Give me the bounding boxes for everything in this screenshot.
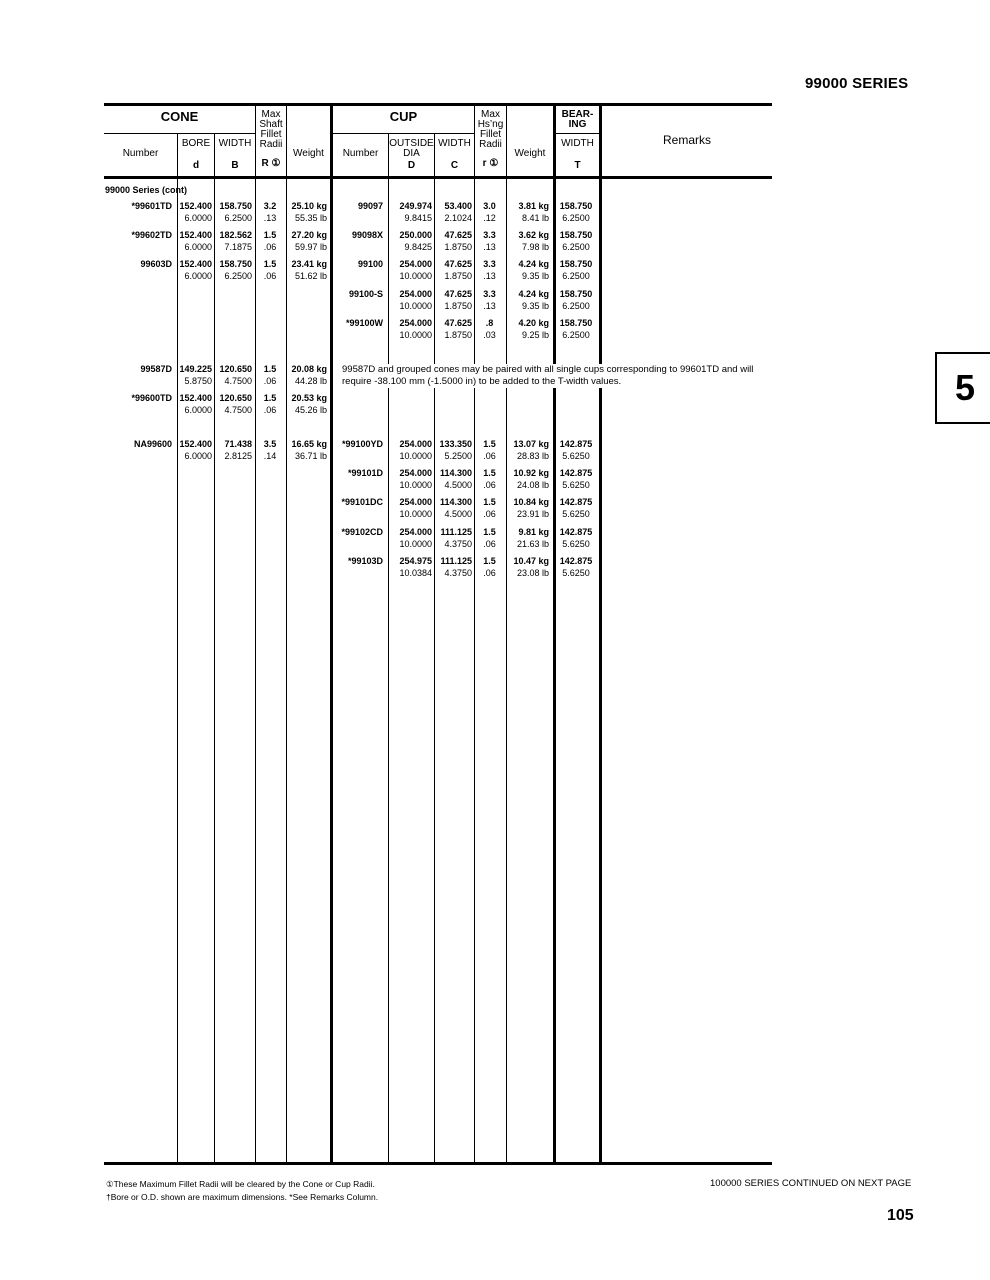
cup-r-imperial: .06 — [483, 539, 496, 549]
cone-bore-metric: 152.400 — [179, 439, 212, 449]
cone-r-imperial: .06 — [263, 271, 277, 281]
bearing-header-rule — [555, 133, 600, 134]
cup-wt-metric: 9.81 kg — [518, 527, 549, 537]
cup-r-metric: 1.5 — [483, 468, 496, 478]
cup-od-imperial: 10.0384 — [399, 568, 432, 578]
cup-r-metric: 3.3 — [483, 259, 496, 269]
cone-r-metric: 3.2 — [263, 201, 277, 211]
cup-number: 99098X — [351, 230, 383, 240]
cone-number: *99601TD — [131, 201, 172, 211]
cone-number: *99602TD — [131, 230, 172, 240]
cup-od-imperial: 10.0000 — [399, 301, 432, 311]
cup-od-metric: 254.000 — [399, 468, 432, 478]
cup-number: 99097 — [357, 201, 383, 211]
cup-width-metric: 114.300 — [439, 468, 472, 478]
cone-wt-metric: 23.41 kg — [291, 259, 327, 269]
cup-number-heading: Number — [342, 148, 379, 159]
cup-wt-metric: 4.24 kg — [518, 259, 549, 269]
cup-wt-imperial: 9.35 lb — [521, 271, 549, 281]
col-divider-cup-number — [388, 133, 389, 1163]
cup-width-imperial: 4.3750 — [444, 568, 472, 578]
cup-t-imperial: 6.2500 — [562, 242, 590, 252]
cup-width-imperial: 1.8750 — [444, 242, 472, 252]
cone-r-imperial: .06 — [263, 242, 277, 252]
cone-wt-imperial: 36.71 lb — [294, 451, 327, 461]
hsng-radius-symbol: r ① — [482, 158, 499, 169]
cup-r-metric: 1.5 — [483, 497, 496, 507]
bearing-width-symbol: T — [574, 160, 581, 171]
cup-number: *99101DC — [341, 497, 383, 507]
cup-r-metric: 1.5 — [483, 439, 496, 449]
page-number: 105 — [887, 1207, 914, 1224]
continued-note: 100000 SERIES CONTINUED ON NEXT PAGE — [710, 1178, 912, 1189]
cup-width-imperial: 5.2500 — [444, 451, 472, 461]
cone-bore-imperial: 6.0000 — [184, 213, 212, 223]
cone-width-heading: WIDTH — [218, 138, 252, 149]
cup-wt-metric: 3.81 kg — [518, 201, 549, 211]
cone-width-imperial: 2.8125 — [224, 451, 252, 461]
cone-bore-imperial: 6.0000 — [184, 451, 212, 461]
cup-r-imperial: .03 — [483, 330, 496, 340]
cup-wt-metric: 10.47 kg — [513, 556, 549, 566]
cone-wt-metric: 20.53 kg — [291, 393, 327, 403]
cup-r-imperial: .06 — [483, 568, 496, 578]
col-divider-remarks — [599, 106, 602, 1163]
bore-symbol: d — [192, 160, 200, 171]
cup-od-metric: 254.000 — [399, 289, 432, 299]
cup-t-imperial: 5.6250 — [562, 568, 590, 578]
shaft-radius-symbol: R ① — [261, 158, 281, 169]
cup-width-imperial: 1.8750 — [444, 301, 472, 311]
cone-r-metric: 1.5 — [263, 393, 277, 403]
cup-od-imperial: 9.8415 — [404, 213, 432, 223]
cone-bore-metric: 152.400 — [179, 393, 212, 403]
cup-width-imperial: 4.5000 — [444, 480, 472, 490]
cup-od-metric: 254.000 — [399, 259, 432, 269]
cup-t-metric: 158.750 — [559, 289, 593, 299]
cup-t-imperial: 5.6250 — [562, 480, 590, 490]
cup-width-imperial: 1.8750 — [444, 330, 472, 340]
cup-od-imperial: 10.0000 — [399, 480, 432, 490]
remark-text: 99587D and grouped cones may be paired with all single cups corresponding to 99601TD and will require -38.100 mm (-1.5000 in) to be added to the T-width values. — [342, 364, 776, 388]
cup-width-metric: 133.350 — [439, 439, 472, 449]
cup-t-imperial: 6.2500 — [562, 213, 590, 223]
cup-wt-imperial: 9.25 lb — [521, 330, 549, 340]
cup-number: *99100YD — [341, 439, 383, 449]
cup-od-imperial: 10.0000 — [399, 451, 432, 461]
cup-t-metric: 142.875 — [559, 527, 593, 537]
cone-bore-imperial: 6.0000 — [184, 242, 212, 252]
cone-width-metric: 182.562 — [219, 230, 252, 240]
cone-width-imperial: 6.2500 — [224, 213, 252, 223]
cone-number: NA99600 — [133, 439, 172, 449]
cup-od-metric: 254.975 — [399, 556, 432, 566]
cup-r-imperial: .06 — [483, 451, 496, 461]
cup-number: 99100-S — [348, 289, 383, 299]
cup-width-imperial: 1.8750 — [444, 271, 472, 281]
cone-width-imperial: 7.1875 — [224, 242, 252, 252]
cup-wt-imperial: 8.41 lb — [521, 213, 549, 223]
cup-width-imperial: 4.5000 — [444, 509, 472, 519]
cup-r-metric: 3.3 — [483, 289, 496, 299]
cup-od-metric: 250.000 — [399, 230, 432, 240]
cup-width-symbol: C — [450, 160, 459, 171]
header-bottom-rule — [104, 176, 772, 179]
cup-wt-metric: 10.84 kg — [513, 497, 549, 507]
cone-r-metric: 1.5 — [263, 230, 277, 240]
cone-wt-imperial: 59.97 lb — [294, 242, 327, 252]
cup-wt-imperial: 23.91 lb — [516, 509, 549, 519]
cup-width-metric: 47.625 — [444, 259, 472, 269]
cone-header-rule — [104, 133, 256, 134]
cone-width-imperial: 4.7500 — [224, 376, 252, 386]
cone-bore-metric: 149.225 — [179, 364, 212, 374]
cup-width-metric: 111.125 — [440, 556, 472, 566]
cone-r-imperial: .13 — [263, 213, 277, 223]
cone-r-metric: 3.5 — [263, 439, 277, 449]
cup-wt-metric: 4.24 kg — [518, 289, 549, 299]
cup-wt-imperial: 21.63 lb — [516, 539, 549, 549]
cup-od-metric: 254.000 — [399, 439, 432, 449]
max-shaft-fillet-heading: Max Shaft Fillet Radii — [259, 109, 283, 150]
cup-t-metric: 142.875 — [559, 556, 593, 566]
cone-r-metric: 1.5 — [263, 364, 277, 374]
cup-t-imperial: 5.6250 — [562, 539, 590, 549]
cup-od-imperial: 10.0000 — [399, 330, 432, 340]
cone-number-heading: Number — [122, 148, 159, 159]
cone-width-metric: 158.750 — [219, 201, 252, 211]
cup-r-imperial: .06 — [483, 480, 496, 490]
cup-t-metric: 158.750 — [559, 318, 593, 328]
cone-r-metric: 1.5 — [263, 259, 277, 269]
cup-t-metric: 142.875 — [559, 468, 593, 478]
cup-r-metric: 3.0 — [483, 201, 496, 211]
cup-t-imperial: 6.2500 — [562, 271, 590, 281]
cone-wt-imperial: 51.62 lb — [294, 271, 327, 281]
cup-r-metric: .8 — [485, 318, 494, 328]
cone-width-metric: 120.650 — [219, 393, 252, 403]
cup-wt-imperial: 28.83 lb — [516, 451, 549, 461]
cup-r-imperial: .13 — [483, 242, 496, 252]
cup-t-metric: 158.750 — [559, 201, 593, 211]
series-title: 99000 SERIES — [805, 75, 909, 92]
cone-r-imperial: .14 — [263, 451, 277, 461]
cup-wt-imperial: 24.08 lb — [516, 480, 549, 490]
cup-width-imperial: 4.3750 — [444, 539, 472, 549]
cone-number: 99603D — [140, 259, 172, 269]
outside-dia-heading: OUTSIDE DIA — [389, 138, 434, 159]
max-hsng-fillet-heading: Max Hs’ng Fillet Radii — [477, 109, 504, 150]
cup-wt-metric: 10.92 kg — [513, 468, 549, 478]
cup-od-metric: 254.000 — [399, 318, 432, 328]
cup-od-metric: 249.974 — [399, 201, 432, 211]
cup-wt-metric: 3.62 kg — [518, 230, 549, 240]
cone-wt-imperial: 55.35 lb — [294, 213, 327, 223]
cup-t-metric: 158.750 — [559, 259, 593, 269]
cone-wt-imperial: 44.28 lb — [294, 376, 327, 386]
cup-t-imperial: 6.2500 — [562, 301, 590, 311]
cup-width-metric: 47.625 — [444, 230, 472, 240]
cone-r-imperial: .06 — [263, 376, 277, 386]
cone-bore-metric: 152.400 — [179, 259, 212, 269]
cone-width-imperial: 4.7500 — [224, 405, 252, 415]
cone-bore-imperial: 5.8750 — [184, 376, 212, 386]
cup-od-metric: 254.000 — [399, 527, 432, 537]
cone-wt-imperial: 45.26 lb — [294, 405, 327, 415]
cone-wt-metric: 20.08 kg — [291, 364, 327, 374]
cone-r-imperial: .06 — [263, 405, 277, 415]
od-symbol: D — [407, 160, 416, 171]
cup-wt-metric: 4.20 kg — [518, 318, 549, 328]
cup-t-imperial: 5.6250 — [562, 509, 590, 519]
cone-width-metric: 158.750 — [219, 259, 252, 269]
cup-number: 99100 — [357, 259, 383, 269]
col-divider-cone-number — [177, 133, 178, 1163]
cone-bore-imperial: 6.0000 — [184, 271, 212, 281]
cup-width-heading: WIDTH — [438, 138, 471, 149]
group-label: 99000 Series (cont) — [105, 185, 188, 195]
cup-r-imperial: .12 — [483, 213, 496, 223]
cone-width-metric: 120.650 — [219, 364, 252, 374]
bearing-width-heading: WIDTH — [561, 138, 594, 149]
cone-weight-heading: Weight — [293, 148, 324, 159]
cup-width-metric: 114.300 — [439, 497, 472, 507]
cone-wt-metric: 16.65 kg — [291, 439, 327, 449]
cup-width-metric: 47.625 — [444, 318, 472, 328]
cup-od-imperial: 10.0000 — [399, 509, 432, 519]
cup-t-imperial: 5.6250 — [562, 451, 590, 461]
cone-width-imperial: 6.2500 — [224, 271, 252, 281]
cup-width-metric: 111.125 — [440, 527, 472, 537]
bearing-heading: BEAR- ING — [561, 109, 594, 130]
cone-number: 99587D — [140, 364, 172, 374]
cup-t-metric: 158.750 — [559, 230, 593, 240]
footnote-bore-od: †Bore or O.D. shown are maximum dimensions. *See Remarks Column. — [106, 1192, 379, 1202]
cup-od-metric: 254.000 — [399, 497, 432, 507]
cup-number: *99103D — [347, 556, 383, 566]
cup-width-metric: 53.400 — [444, 201, 472, 211]
cup-wt-imperial: 9.35 lb — [521, 301, 549, 311]
cup-wt-imperial: 23.08 lb — [516, 568, 549, 578]
cone-width-metric: 71.438 — [224, 439, 252, 449]
cone-heading: CONE — [160, 109, 199, 124]
cone-bore-metric: 152.400 — [179, 201, 212, 211]
cup-r-imperial: .13 — [483, 271, 496, 281]
cup-od-imperial: 10.0000 — [399, 539, 432, 549]
cup-wt-imperial: 7.98 lb — [521, 242, 549, 252]
col-divider-od — [434, 133, 435, 1163]
cup-heading: CUP — [389, 109, 418, 124]
section-tab: 5 — [935, 352, 990, 424]
bore-heading: BORE — [181, 138, 211, 149]
cone-wt-metric: 27.20 kg — [291, 230, 327, 240]
cup-width-metric: 47.625 — [444, 289, 472, 299]
cone-number: *99600TD — [131, 393, 172, 403]
col-divider-bore — [214, 133, 215, 1163]
cup-od-imperial: 10.0000 — [399, 271, 432, 281]
cup-r-imperial: .06 — [483, 509, 496, 519]
cup-wt-metric: 13.07 kg — [513, 439, 549, 449]
table-bottom-rule — [104, 1162, 772, 1165]
footnote-fillet-radii: ①These Maximum Fillet Radii will be cleared by the Cone or Cup Radii. — [106, 1179, 375, 1189]
cup-r-imperial: .13 — [483, 301, 496, 311]
cup-t-metric: 142.875 — [559, 497, 593, 507]
cone-bore-imperial: 6.0000 — [184, 405, 212, 415]
cone-width-symbol: B — [231, 160, 239, 171]
cup-r-metric: 3.3 — [483, 230, 496, 240]
cup-number: *99101D — [347, 468, 383, 478]
cup-number: *99100W — [345, 318, 383, 328]
cup-number: *99102CD — [341, 527, 383, 537]
cup-t-metric: 142.875 — [559, 439, 593, 449]
cup-r-metric: 1.5 — [483, 556, 496, 566]
cone-wt-metric: 25.10 kg — [291, 201, 327, 211]
cone-bore-metric: 152.400 — [179, 230, 212, 240]
cup-width-imperial: 2.1024 — [444, 213, 472, 223]
cup-header-rule — [333, 133, 474, 134]
cup-t-imperial: 6.2500 — [562, 330, 590, 340]
table-top-rule — [104, 103, 772, 106]
cup-od-imperial: 9.8425 — [404, 242, 432, 252]
cup-weight-heading: Weight — [514, 148, 546, 159]
cup-r-metric: 1.5 — [483, 527, 496, 537]
remarks-heading: Remarks — [662, 133, 711, 147]
